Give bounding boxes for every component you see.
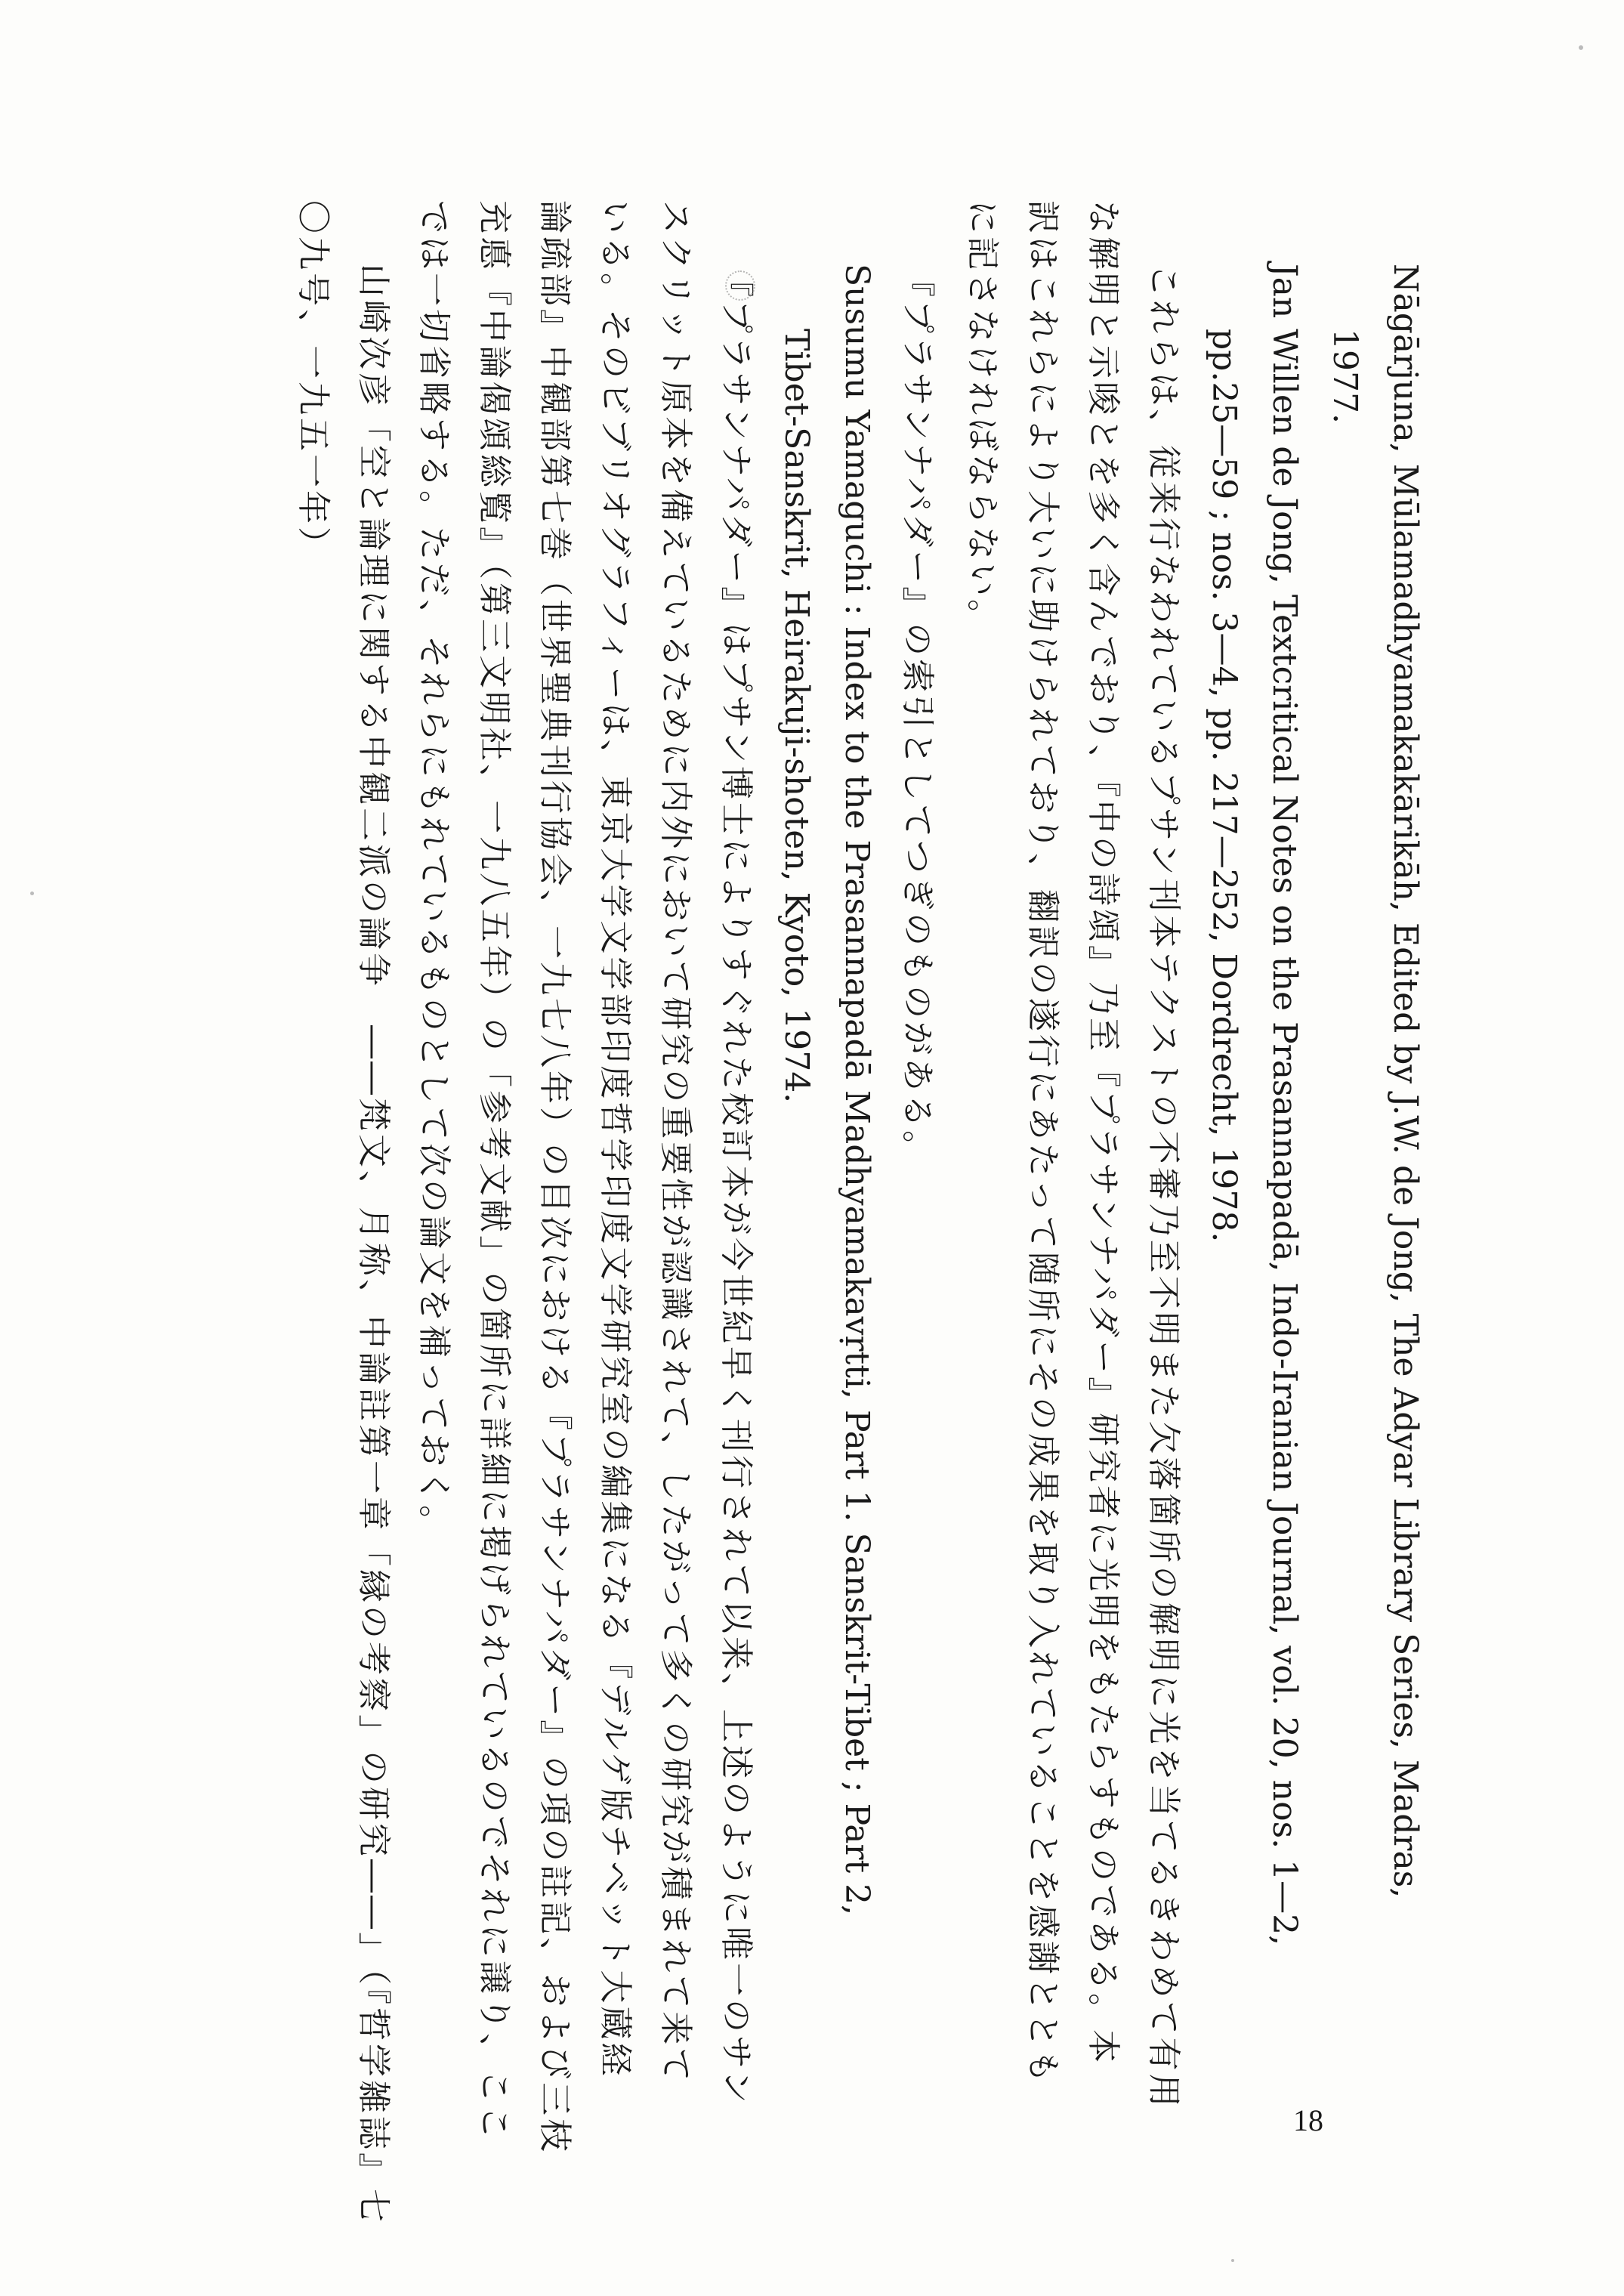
paragraph-line: 論疏部』中観部第七巻（世界聖典刊行協会、一九七八年）の目次における『プラサンナパダー』の項の註記、および三枝	[536, 200, 574, 2155]
paragraph-line: に記さなければならない。	[963, 200, 1002, 635]
reference-line: 〇九号、一九五一年）	[294, 200, 332, 563]
paragraph-line: 『プラサンナパダー』はプサン博士によりすぐれた校訂本が今世紀早く刊行されて以来、上述のように唯一のサン	[717, 264, 755, 2106]
reference-line: Susumu Yamaguchi : Index to the Prasannapadā Madhyamakavṛtti, Part 1. Sanskrit-Tibet ; Part 2,	[838, 264, 876, 1916]
paragraph-line: 訳はこれらにより大いに助けられており、翻訳の遂行にあたって随所にその成果を取り入れていることを感謝ととも	[1023, 200, 1062, 2086]
paragraph-line: な解明と示唆とを多く含んでおり、『中の詩頌』乃至『プラサンナパダー』研究者に光明をもたらすものである。本	[1084, 200, 1122, 2066]
paragraph-line: いる。そのビブリオグラフィーは、東京大学文学部印度哲学印度文学研究室の編集になる『デルゲ版チベット大蔵経	[596, 200, 634, 2079]
paragraph-line: これらは、従来行なわれているプサン刊本テクストの不審乃至不明また欠落箇所の解明に光を当てるきわめて有用	[1144, 264, 1183, 2110]
paragraph-line: 『プラサンナパダー』の索引としてつぎのものがある。	[898, 264, 937, 1167]
reference-line: 山崎次彦「空と論理に関する中観二派の論争 ――梵文、月称、中論註第一章「縁の考察」の研究――」（『哲学雑誌』七	[354, 264, 393, 2225]
scan-artifact-icon	[725, 270, 755, 301]
reference-line: Nāgārjuna, Mūlamadhyamakakārikāh, Edited by J.W. de Jong, The Adyar Library Series, Madras,	[1386, 264, 1425, 1899]
document-text-block	[283, 200, 1435, 2225]
reference-line: 1977.	[1326, 329, 1364, 424]
scan-speck	[1579, 45, 1583, 50]
paragraph-line: 充悳『中論偈頌総覧』（第三文明社、一九八五年）の「参考文献」の箇所に詳細に掲げられているのでそれに譲り、ここ	[475, 200, 514, 2142]
scan-speck	[30, 892, 34, 895]
reference-line: Jan Willen de Jong, Textcritical Notes on the Prasannapadā, Indo-Iranian Journal, vol. 20, nos. 1—2,	[1265, 264, 1304, 1946]
reference-line: Tibet-Sanskrit, Heirakuji-shoten, Kyoto, 1974.	[777, 329, 816, 1104]
reference-line: pp.25—59 ; nos. 3—4, pp. 217—252, Dordrecht, 1978.	[1205, 329, 1243, 1243]
paragraph-line: スクリット原本を備えているために内外において研究の重要性が認識されて、したがって多くの研究が積まれて来て	[656, 200, 695, 2084]
scan-speck	[1231, 2259, 1234, 2262]
paragraph-line: では一切省略する。ただ、それらにもれているものとして次の論文を補っておく。	[415, 200, 453, 1542]
page-number: 18	[1293, 2103, 1323, 2137]
